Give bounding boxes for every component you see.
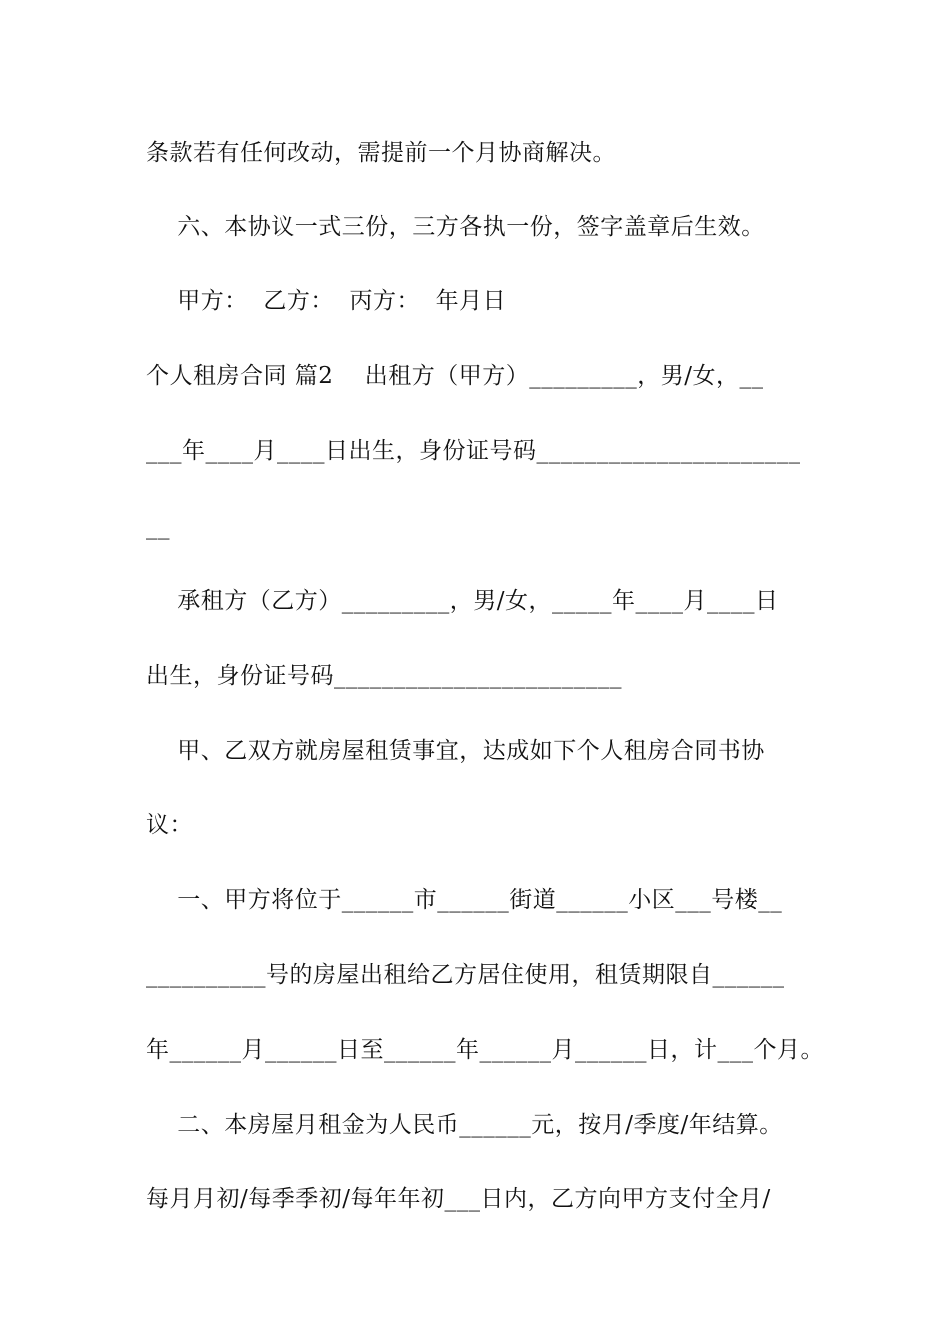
text-line-8: 出生，身份证号码________________________ bbox=[146, 663, 622, 689]
text-line-5: ___年____月____日出生，身份证号码______________________ bbox=[146, 438, 801, 464]
text-line-15: 每月月初/每季季初/每年年初___日内，乙方向甲方支付全月/ bbox=[146, 1186, 771, 1212]
text-line-12: __________号的房屋出租给乙方居住使用，租赁期限自______ bbox=[146, 962, 785, 988]
text-line-11: 一、甲方将位于______市______街道______小区___号楼__ bbox=[146, 887, 783, 913]
text-line-10: 议： bbox=[146, 812, 193, 838]
text-line-2: 六、本协议一式三份，三方各执一份，签字盖章后生效。 bbox=[146, 214, 765, 240]
text-line-6: __ bbox=[146, 514, 170, 540]
text-line-7: 承租方（乙方）_________，男/女，_____年____月____日 bbox=[146, 588, 779, 614]
text-line-1: 条款若有任何改动，需提前一个月协商解决。 bbox=[146, 140, 616, 166]
text-line-3: 甲方： 乙方： 丙方： 年月日 bbox=[146, 288, 507, 314]
text-line-13: 年______月______日至______年______月______日，计___个月。 bbox=[146, 1037, 824, 1063]
text-line-14: 二、本房屋月租金为人民币______元，按月/季度/年结算。 bbox=[146, 1112, 783, 1138]
section-heading-line: 个人租房合同 篇2 出租方（甲方）_________，男/女，__ bbox=[146, 363, 764, 389]
text-line-9: 甲、乙双方就房屋租赁事宜，达成如下个人租房合同书协 bbox=[146, 738, 765, 764]
